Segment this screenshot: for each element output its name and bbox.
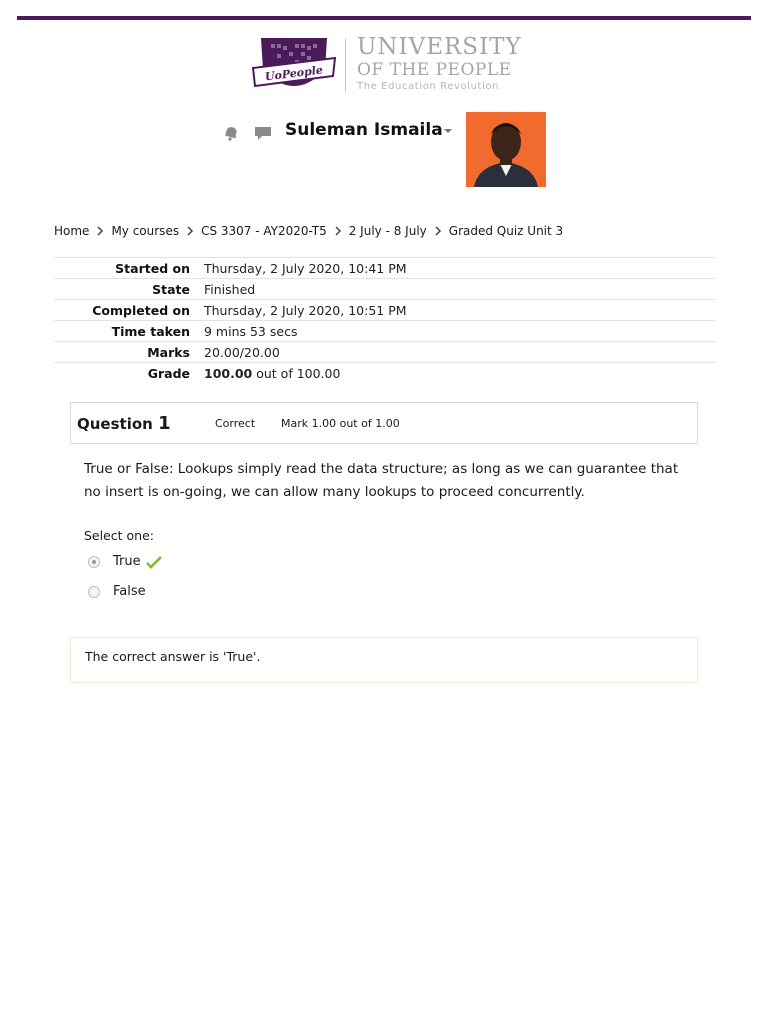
correct-answer-text: The correct answer is 'True'.	[85, 649, 261, 664]
time-taken-value: 9 mins 53 secs	[204, 323, 298, 339]
question-number: 1	[158, 413, 171, 434]
grade-out-of: out of 100.00	[252, 365, 341, 381]
bell-icon[interactable]	[222, 124, 240, 142]
marks-label: Marks	[147, 344, 190, 360]
breadcrumb-home[interactable]: Home	[54, 224, 90, 238]
select-prompt: Select one:	[84, 528, 155, 543]
completed-on-label: Completed on	[92, 302, 190, 318]
chevron-right-icon	[434, 226, 442, 236]
logo-line-2: OF THE PEOPLE	[357, 60, 512, 80]
logo-wordmark	[357, 34, 522, 94]
question-info-box	[70, 402, 698, 444]
time-taken-label: Time taken	[111, 323, 190, 339]
marks-value: 20.00/20.00	[204, 344, 280, 360]
caret-down-icon[interactable]	[444, 129, 452, 133]
avatar[interactable]	[466, 112, 546, 187]
user-name[interactable]: Suleman Ismaila	[285, 120, 443, 140]
top-accent-bar	[17, 16, 751, 20]
table-row	[54, 342, 715, 363]
grade-score: 100.00	[204, 365, 253, 381]
table-row	[54, 279, 715, 300]
crest-icon	[249, 32, 339, 98]
feedback-box	[70, 637, 698, 683]
chevron-right-icon	[334, 226, 342, 236]
grade-value	[204, 363, 715, 384]
option-false-label: False	[113, 584, 146, 599]
attempt-summary-table	[54, 257, 715, 384]
radio-true[interactable]	[88, 556, 100, 568]
breadcrumb-my-courses[interactable]: My courses	[111, 224, 180, 238]
table-row	[54, 300, 715, 321]
question-state: Correct	[215, 417, 256, 430]
completed-on-value: Thursday, 2 July 2020, 10:51 PM	[204, 302, 407, 318]
option-false[interactable]	[88, 584, 146, 599]
breadcrumb-quiz[interactable]: Graded Quiz Unit 3	[448, 224, 564, 238]
started-on-label: Started on	[115, 260, 190, 276]
avatar-image	[466, 112, 546, 187]
university-logo[interactable]	[249, 32, 522, 98]
logo-line-1: UNIVERSITY	[357, 34, 522, 60]
crest-label: UoPeople	[264, 63, 324, 84]
logo-divider	[345, 38, 346, 92]
table-row	[54, 321, 715, 342]
breadcrumb-course[interactable]: CS 3307 - AY2020-T5	[201, 224, 327, 238]
option-true[interactable]	[88, 554, 162, 569]
state-value: Finished	[204, 281, 256, 297]
grade-label: Grade	[147, 365, 190, 381]
question-text: True or False: Lookups simply read the data structure; as long as we can guarantee that no insert is on-going, we can allow many lookups to proceed concurrently.	[84, 461, 679, 500]
table-row	[54, 363, 715, 384]
message-icon[interactable]	[254, 124, 272, 142]
started-on-value: Thursday, 2 July 2020, 10:41 PM	[204, 260, 407, 276]
table-row	[54, 258, 715, 279]
breadcrumb-week[interactable]: 2 July - 8 July	[348, 224, 427, 238]
breadcrumb	[54, 224, 563, 238]
state-label: State	[152, 281, 190, 297]
checkmark-icon	[146, 555, 162, 569]
chevron-right-icon	[96, 226, 104, 236]
option-true-label: True	[113, 554, 141, 569]
chevron-right-icon	[186, 226, 194, 236]
radio-false[interactable]	[88, 586, 100, 598]
question-label: Question	[77, 415, 153, 433]
logo-tagline: The Education Revolution	[357, 81, 500, 92]
question-mark: Mark 1.00 out of 1.00	[281, 417, 400, 430]
question-title	[77, 413, 171, 434]
